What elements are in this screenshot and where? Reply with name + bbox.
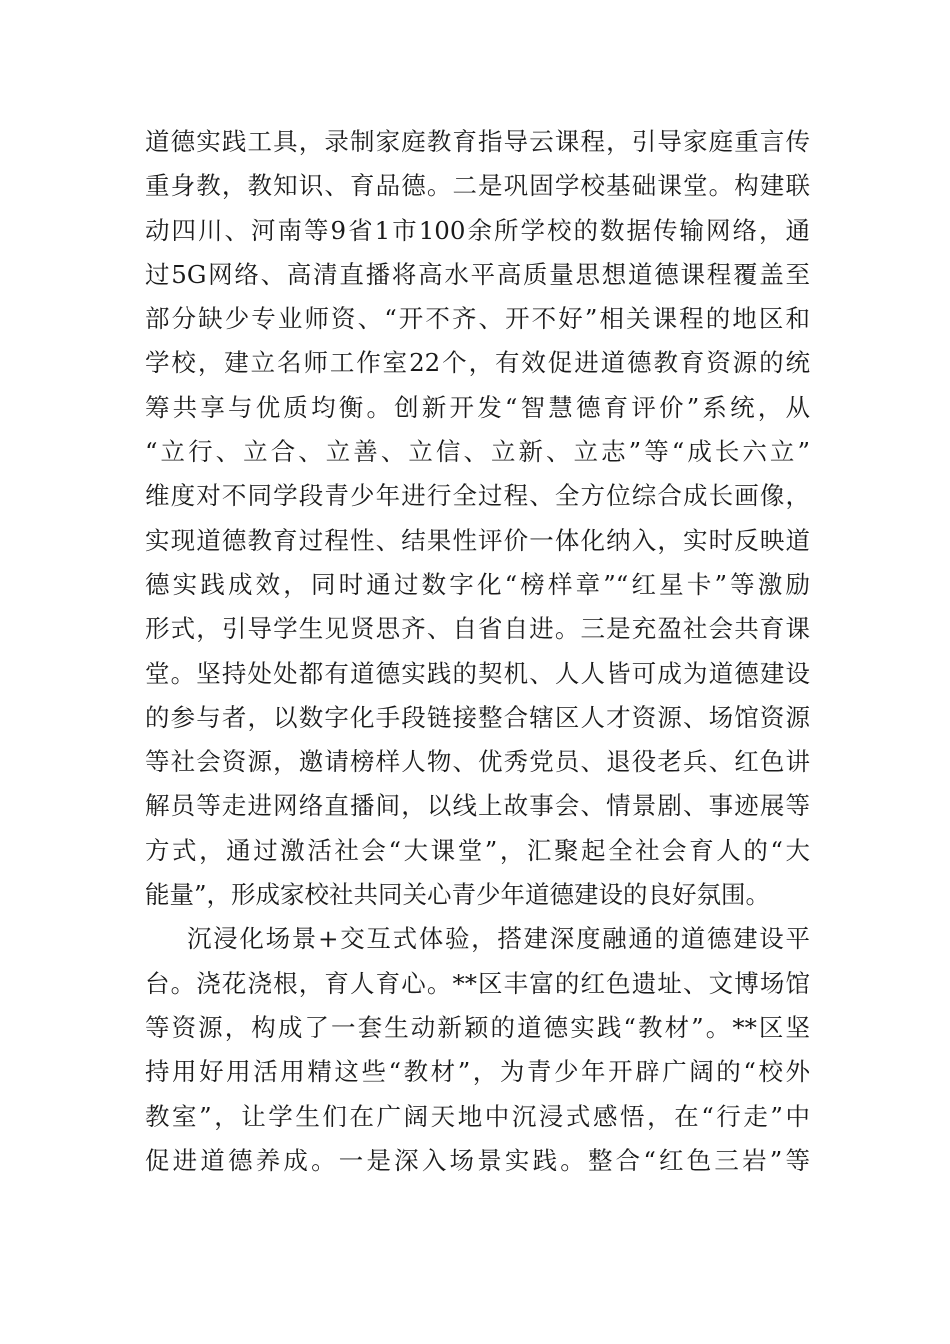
- text-line: “立行、立合、立善、立信、立新、立志”等“成长六立”: [145, 437, 810, 467]
- text-line: 等资源，构成了一套生动新颖的道德实践“教材”。**区坚: [145, 1012, 810, 1042]
- text-line: 部分缺少专业师资、“开不齐、开不好”相关课程的地区和: [145, 304, 810, 334]
- text-line: 解员等走进网络直播间，以线上故事会、情景剧、事迹展等: [145, 791, 810, 821]
- text-line: 等社会资源，邀请榜样人物、优秀党员、退役老兵、红色讲: [145, 747, 810, 777]
- text-line: 实现道德教育过程性、结果性评价一体化纳入，实时反映道: [145, 525, 810, 555]
- text-line: 台。浇花浇根，育人育心。**区丰富的红色遗址、文博场馆: [145, 968, 810, 998]
- text-line: 德实践成效，同时通过数字化“榜样章”“红星卡”等激励: [145, 569, 810, 599]
- text-line: 方式，通过激活社会“大课堂”，汇聚起全社会育人的“大: [145, 835, 810, 865]
- text-line: 促进道德养成。一是深入场景实践。整合“红色三岩”等: [145, 1145, 810, 1175]
- text-line: 道德实践工具，录制家庭教育指导云课程，引导家庭重言传: [145, 127, 810, 156]
- text-line: 重身教，教知识、育品德。二是巩固学校基础课堂。构建联: [145, 171, 810, 201]
- text-line: 能量”，形成家校社共同关心青少年道德建设的良好氛围。: [145, 880, 771, 910]
- text-line: 的参与者，以数字化手段链接整合辖区人才资源、场馆资源: [145, 702, 810, 732]
- text-line: 堂。坚持处处都有道德实践的契机、人人皆可成为道德建设: [145, 658, 810, 688]
- body-text: [145, 120, 810, 1183]
- text-line: 教室”，让学生们在广阔天地中沉浸式感悟，在“行走”中: [145, 1101, 810, 1131]
- text-line: 学校，建立名师工作室22个，有效促进道德教育资源的统: [145, 348, 810, 378]
- text-line: 动四川、河南等9省1市100余所学校的数据传输网络，通: [145, 215, 810, 245]
- text-line: 形式，引导学生见贤思齐、自省自进。三是充盈社会共育课: [145, 614, 810, 644]
- text-line: 筹共享与优质均衡。创新开发“智慧德育评价”系统，从: [145, 392, 810, 422]
- text-line: 持用好用活用精这些“教材”，为青少年开辟广阔的“校外: [145, 1057, 810, 1087]
- text-line: 过5G网络、高清直播将高水平高质量思想道德课程覆盖至: [145, 259, 810, 289]
- paragraph-first-line: 沉浸化场景+交互式体验，搭建深度融通的道德建设平: [187, 924, 810, 954]
- text-line: 维度对不同学段青少年进行全过程、全方位综合成长画像，: [145, 481, 810, 511]
